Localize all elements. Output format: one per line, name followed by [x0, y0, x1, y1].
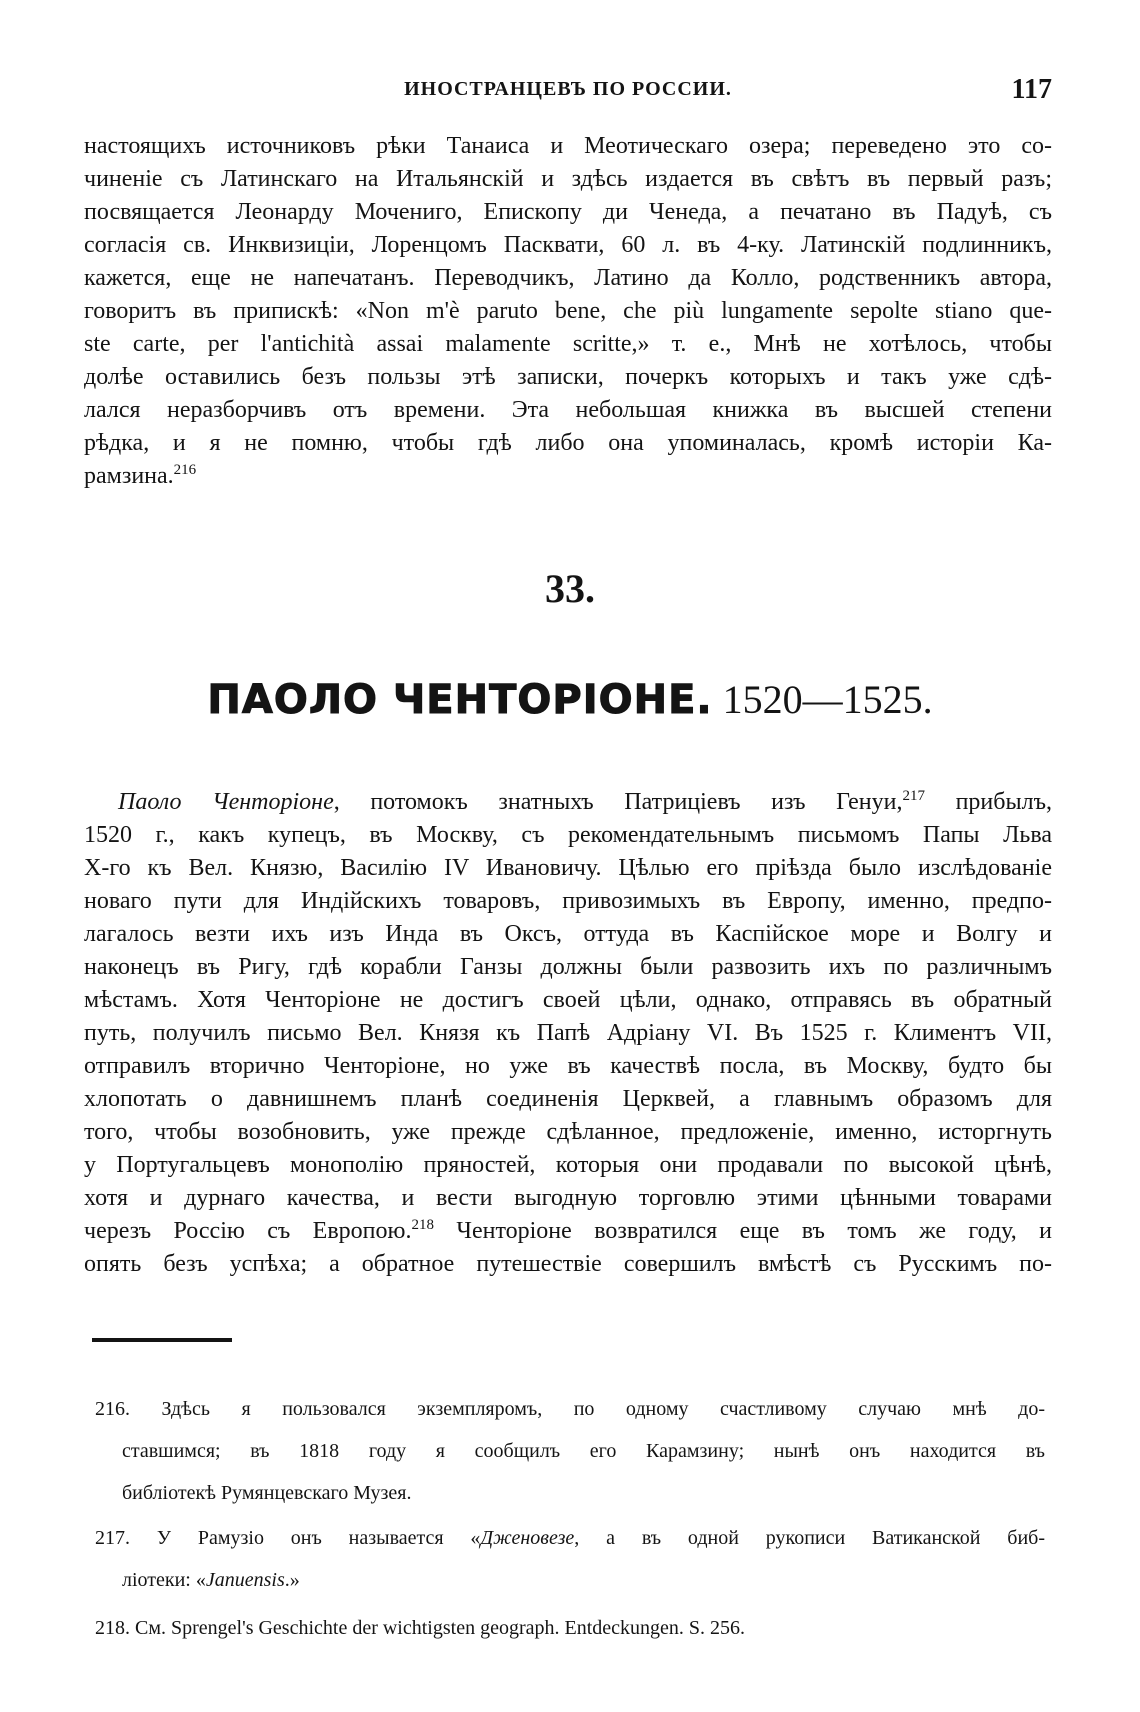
paragraph1-line: рѣдка, и я не помню, чтобы гдѣ либо она упоминалась, кромѣ исторіи Ка- [84, 430, 1052, 456]
paragraph2-line: хлопотать о давнишнемъ планѣ соединенія Церквей, а главнымъ образомъ для [84, 1086, 1052, 1112]
footnote-italic-name: Дженовезе [480, 1527, 575, 1549]
paragraph2-line: хотя и дурнаго качества, и вести выгодную торговлю этими цѣнными товарами [84, 1185, 1052, 1211]
paragraph2-line [84, 1215, 1052, 1248]
running-head [84, 76, 1052, 110]
paragraph2-line: 1520 г., какъ купецъ, въ Москву, съ рекомендательнымъ письмомъ Папы Льва [84, 822, 1052, 848]
person-name: Паоло Ченторіоне [118, 789, 334, 815]
paragraph1-line: настоящихъ источниковъ рѣки Танаиса и Меотическаго озера; переведено это со- [84, 133, 1052, 159]
paragraph2-line: отправилъ вторично Ченторіоне, но уже въ качествѣ посла, въ Москву, будто бы [84, 1053, 1052, 1079]
footnote-italic-name: Januensis [205, 1569, 285, 1591]
paragraph2-line-text: , потомокъ знатныхъ Патриціевъ изъ Генуи, [333, 789, 903, 815]
paragraph1-line: согласія св. Инквизиціи, Лоренцомъ Пасквати, 60 л. въ 4-ку. Латинскій подлинникъ, [84, 232, 1052, 258]
paragraph2-line: лагалось везти ихъ изъ Инда въ Оксъ, оттуда въ Каспійское море и Волгу и [84, 921, 1052, 947]
paragraph2-line: у Португальцевъ монополію пряностей, которыя они продавали по высокой цѣнѣ, [84, 1152, 1052, 1178]
paragraph1-line: чиненіе съ Латинскаго на Итальянскій и здѣсь издается въ свѣтъ въ первый разъ; [84, 166, 1052, 192]
footnote-text: 217. У Рамузіо онъ называется « [95, 1527, 481, 1549]
paragraph2-line-text: прибылъ, [924, 789, 1052, 815]
paragraph1-last-line [84, 460, 1052, 493]
paragraph1-line: кажется, еще не напечатанъ. Переводчикъ, Латино да Колло, родственникъ автора, [84, 265, 1052, 291]
page-number: 117 [1011, 74, 1052, 105]
footnote-216-line: 216. Здѣсь я пользовался экземпляромъ, по одному счастливому случаю мнѣ до- [95, 1398, 1045, 1420]
footnote-text: .» [284, 1569, 300, 1591]
paragraph2-line: того, чтобы возобновить, уже прежде сдѣланное, предложеніе, именно, исторгнуть [84, 1119, 1052, 1145]
chapter-heading-name: ПАОЛО ЧЕНТОРІОНЕ. [207, 677, 713, 723]
paragraph2-line: наконецъ въ Ригу, гдѣ корабли Ганзы должны были развозить ихъ по различнымъ [84, 954, 1052, 980]
footnote-217-line [122, 1559, 1045, 1601]
paragraph2-line-text: черезъ Россію съ Европою. [84, 1218, 412, 1244]
paragraph1-line: посвящается Леонарду Мочениго, Епископу ди Ченеда, а печатано въ Падуѣ, съ [84, 199, 1052, 225]
paragraph2-line: путь, получилъ письмо Вел. Князя къ Папѣ Адріану VI. Въ 1525 г. Климентъ VII, [84, 1020, 1052, 1046]
footnote-separator [92, 1338, 232, 1342]
paragraph1-line: говоритъ въ припискѣ: «Non m'è paruto bene, che più lungamente sepolte stiano que- [84, 298, 1052, 324]
paragraph1-line-text: рамзина. [84, 463, 174, 489]
footnote-ref-218[interactable]: 218 [411, 1217, 434, 1233]
footnote-text: ліотеки: « [122, 1569, 206, 1591]
footnote-ref-217[interactable]: 217 [902, 788, 925, 804]
paragraph1-line: долѣе оставились безъ пользы этѣ записки, почеркъ которыхъ и такъ уже сдѣ- [84, 364, 1052, 390]
footnote-text: , а въ одной рукописи Ватиканской биб- [574, 1527, 1045, 1549]
paragraph2-line: опять безъ успѣха; а обратное путешествіе совершилъ вмѣстѣ съ Русскимъ по- [84, 1251, 1052, 1277]
chapter-heading-years: 1520—1525. [722, 677, 933, 722]
paragraph2-line: X-го къ Вел. Князю, Василію IV Ивановичу. Цѣлью его пріѣзда было изслѣдованіе [84, 855, 1052, 881]
chapter-heading [0, 676, 1140, 724]
paragraph2-line: мѣстамъ. Хотя Ченторіоне не достигъ своей цѣли, однако, отправясь въ обратный [84, 987, 1052, 1013]
footnote-216-line: ставшимся; въ 1818 году я сообщилъ его Карамзину; нынѣ онъ находится въ [122, 1440, 1045, 1462]
footnote-ref-216[interactable]: 216 [173, 462, 197, 478]
paragraph1-line: лался неразборчивъ отъ времени. Эта небольшая книжка въ высшей степени [84, 397, 1052, 423]
footnote-216-line: библіотекѣ Румянцевскаго Музея. [122, 1482, 412, 1504]
footnote-217-line [95, 1517, 1045, 1559]
paragraph2-line-text: Ченторіоне возвратился еще въ томъ же году, и [433, 1218, 1052, 1244]
paragraph2-line: новаго пути для Индійскихъ товаровъ, привозимыхъ въ Европу, именно, предпо- [84, 888, 1052, 914]
paragraph1-line: ste carte, per l'antichità assai malamente scritte,» т. е., Мнѣ не хотѣлось, чтобы [84, 331, 1052, 357]
section-number: 33. [545, 566, 595, 611]
paragraph2-first-line [84, 786, 1052, 819]
footnote-218-line: 218. См. Sprengel's Geschichte der wichtigsten geograph. Entdeckungen. S. 256. [95, 1617, 746, 1639]
running-title: ИНОСТРАНЦЕВЪ ПО РОССИИ. [404, 78, 732, 100]
